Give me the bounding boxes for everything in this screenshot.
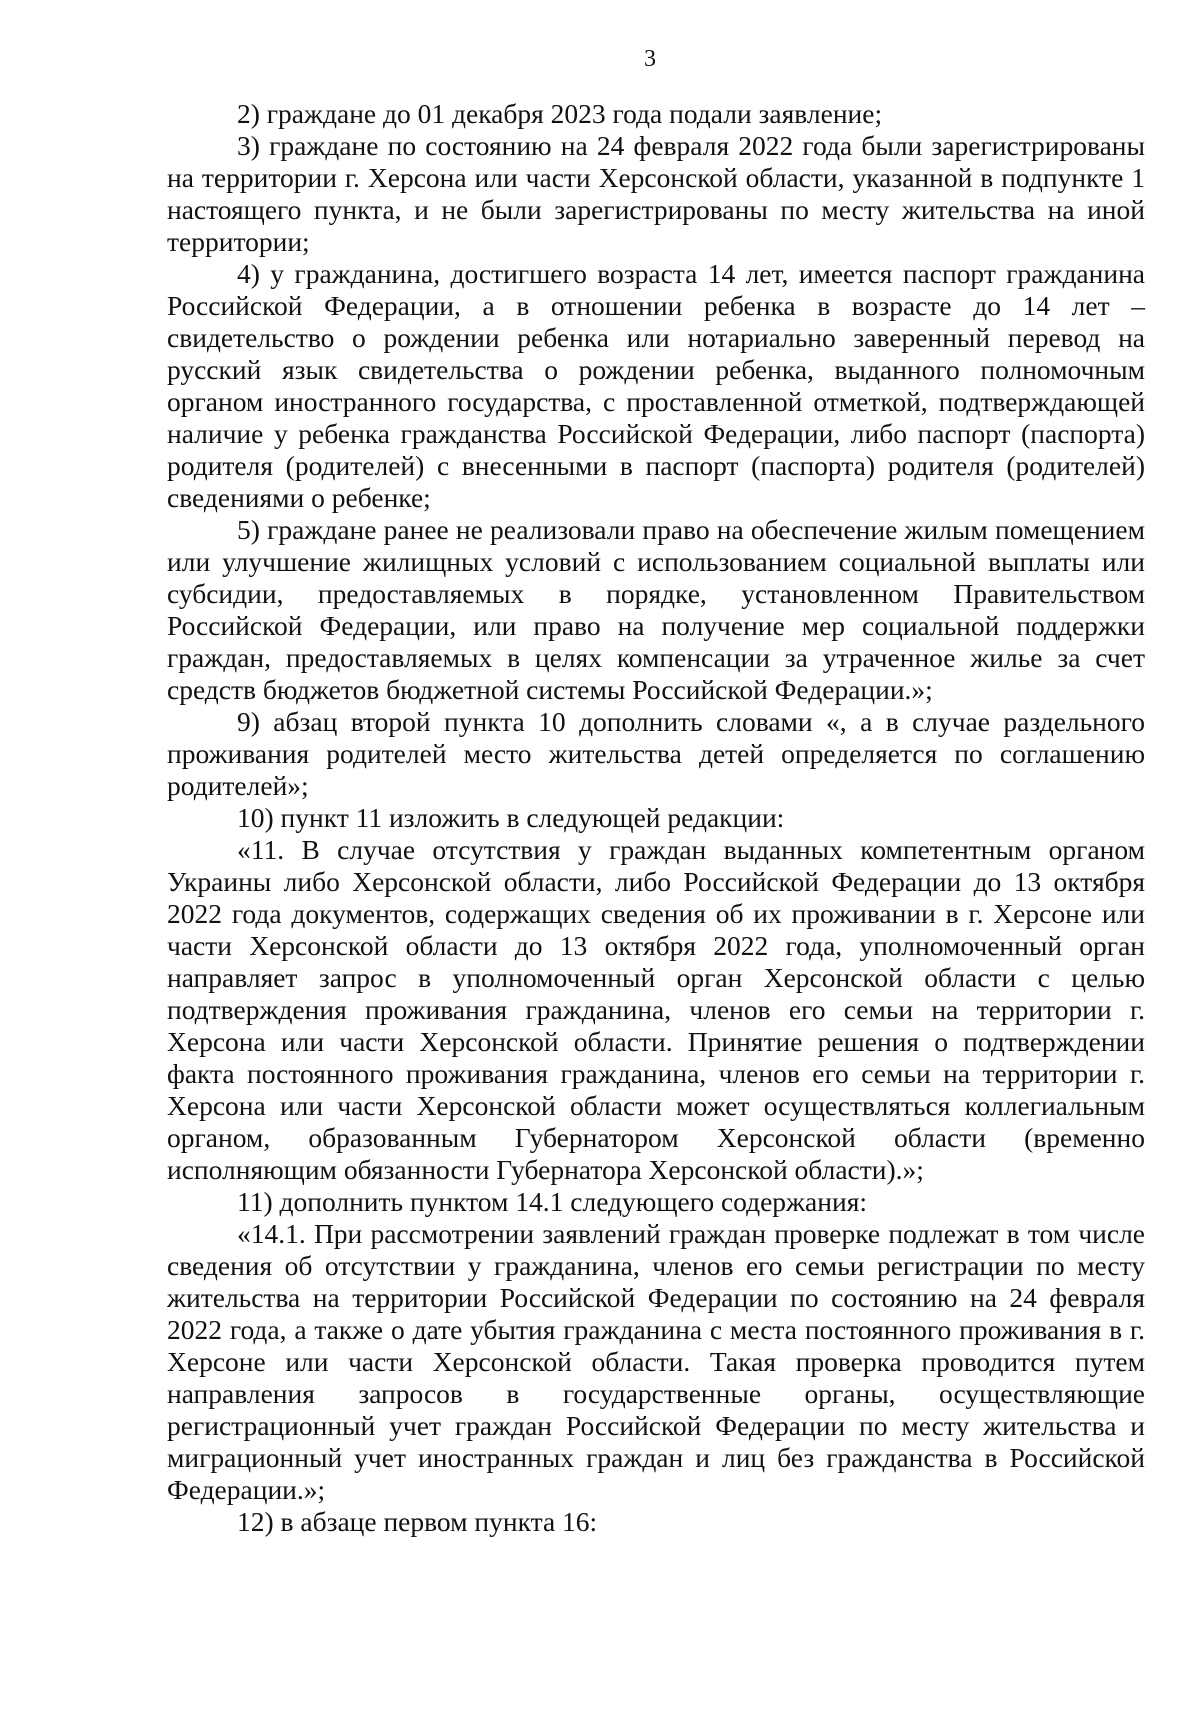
paragraph-amendment-11: 11) дополнить пунктом 14.1 следующего содержания: [237,1186,867,1217]
paragraph-amendment-10: 10) пункт 11 изложить в следующей редакции: [237,802,785,833]
paragraph-item-4: 4) у гражданина, достигшего возраста 14 лет, имеется паспорт гражданина Российской Федерации, а в отношении ребенка в возрасте до 14 лет – свидетельство о рождении ребенка или нотариально заверенный перевод на русский язык свидетельства о рождении ребенка, выданного полномочным органом иностранного государства, с проставленной отметкой, подтверждающей наличие у ребенка гражданства Российской Федерации, либо паспорт (паспорта) родителя (родителей) с внесенными в паспорт (паспорта) родителя (родителей) сведениями о ребенке; [167,258,1145,513]
document-body [167,98,1145,1538]
paragraph-item-5: 5) граждане ранее не реализовали право на обеспечение жилым помещением или улучшение жилищных условий с использованием социальной выплаты или субсидии, предоставляемых в порядке, установленном Правительством Российской Федерации, или право на получение мер социальной поддержки граждан, предоставляемых в целях компенсации за утраченное жилье за счет средств бюджетов бюджетной системы Российской Федерации.»; [167,514,1145,705]
paragraph-item-2: 2) граждане до 01 декабря 2023 года подали заявление; [237,98,883,129]
paragraph-clause-14-1-text: «14.1. При рассмотрении заявлений граждан проверке подлежат в том числе сведения об отсутствии у гражданина, членов его семьи регистрации по месту жительства на территории Российской Федерации по состоянию на 24 февраля 2022 года, а также о дате убытия гражданина с места постоянного проживания в г. Херсоне или части Херсонской области. Такая проверка проводится путем направления запросов в государственные органы, осуществляющие регистрационный учет граждан Российской Федерации по месту жительства и миграционный учет иностранных граждан и лиц без гражданства в Российской Федерации.»; [167,1218,1145,1505]
paragraph-clause-11-text: «11. В случае отсутствия у граждан выданных компетентным органом Украины либо Херсонской области, либо Российской Федерации до 13 октября 2022 года документов, содержащих сведения об их проживании в г. Херсоне или части Херсонской области до 13 октября 2022 года, уполномоченный орган направляет запрос в уполномоченный орган Херсонской области с целью подтверждения проживания гражданина, членов его семьи на территории г. Херсона или части Херсонской области. Принятие решения о подтверждении факта постоянного проживания гражданина, членов его семьи на территории г. Херсона или части Херсонской области может осуществляться коллегиальным органом, образованным Губернатором Херсонской области (временно исполняющим обязанности Губернатора Херсонской области).»; [167,834,1145,1185]
paragraph-amendment-12: 12) в абзаце первом пункта 16: [237,1506,598,1537]
paragraph-item-3: 3) граждане по состоянию на 24 февраля 2022 года были зарегистрированы на территории г. Херсона или части Херсонской области, указанной в подпункте 1 настоящего пункта, и не были зарегистрированы по месту жительства на иной территории; [167,130,1145,257]
paragraph-amendment-9: 9) абзац второй пункта 10 дополнить словами «, а в случае раздельного проживания родителей место жительства детей определяется по соглашению родителей»; [167,706,1145,801]
page-number: 3 [644,46,656,72]
